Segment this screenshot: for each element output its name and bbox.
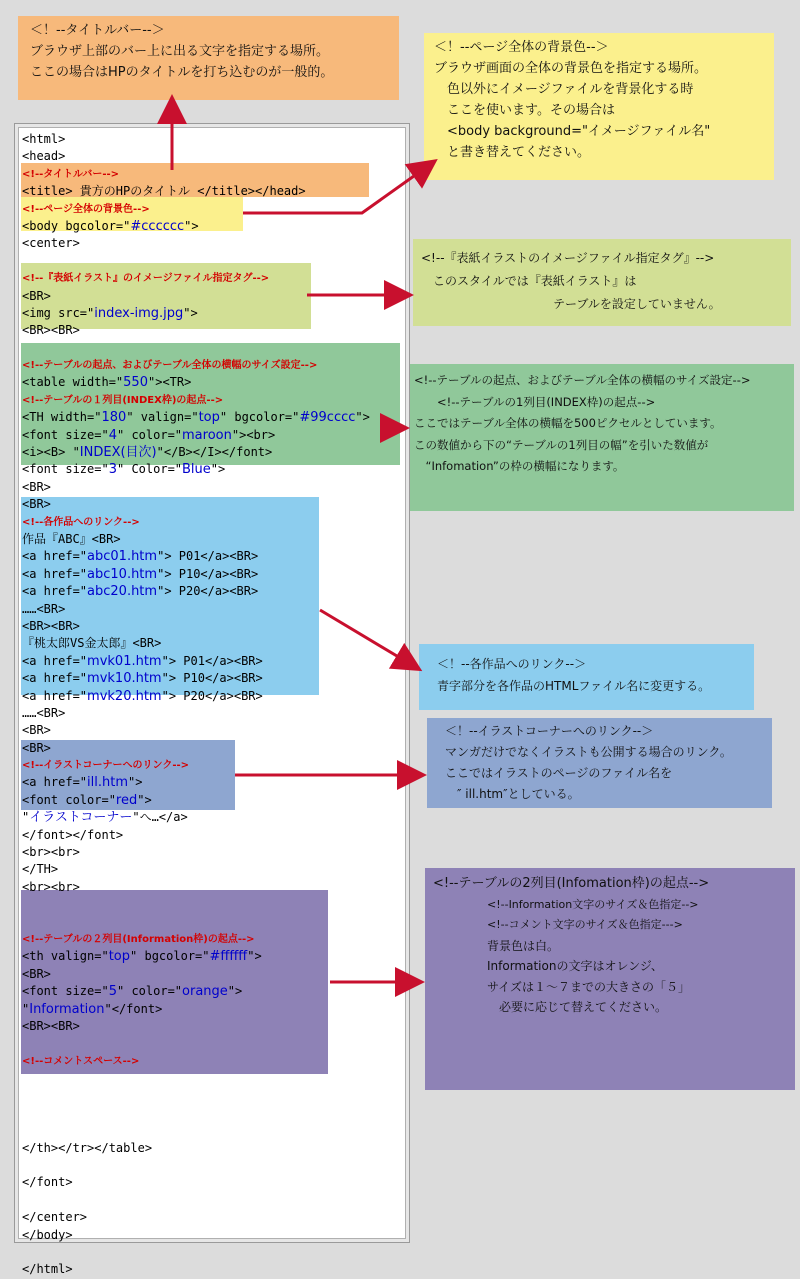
code-line: <br><br> xyxy=(22,845,80,860)
code-line: ……<BR> xyxy=(22,601,66,616)
code-line: <a href="abc20.htm"> P20</a><BR> xyxy=(22,584,259,600)
note-background-line: と書き替えてください。 xyxy=(434,145,591,160)
note-info-line: <!--テーブルの2列目(Infomation枠)の起点--> xyxy=(433,876,710,891)
note-links-line: ＜！--各作品へのリンク--＞ xyxy=(437,657,587,671)
note-table-line: この数値から下の“テーブルの1列目の幅”を引いた数値が xyxy=(414,437,709,452)
note-background-line: <body background="イメージファイル名" xyxy=(434,124,711,139)
note-cover-line: テーブルを設定していません。 xyxy=(421,297,721,311)
note-info-line: Informationの文字はオレンジ、 xyxy=(487,959,663,973)
note-info-line: 背景色は白。 xyxy=(487,938,560,953)
code-line: <font size="3" Color="Blue"> xyxy=(22,462,226,478)
code-line: <BR> xyxy=(22,966,51,981)
code-line: <table width="550"><TR> xyxy=(22,375,192,391)
note-background-line: ブラウザ画面の全体の背景色を指定する場所。 xyxy=(434,61,708,76)
note-info-line: 必要に応じて替えてください。 xyxy=(487,1000,668,1014)
note-table-line: “Infomation”の枠の横幅になります。 xyxy=(414,459,625,473)
code-line: <!--テーブルの２列目(Information枠)の起点--> xyxy=(22,933,255,945)
note-table-line: <!--テーブルの起点、およびテーブル全体の横幅のサイズ設定--> xyxy=(414,373,751,387)
arrow-background xyxy=(243,166,428,213)
code-line: <font size="5" color="orange"> xyxy=(22,984,243,1000)
code-line: </center> xyxy=(22,1210,88,1225)
code-line: <BR> xyxy=(22,740,51,755)
code-line: <br><br> xyxy=(22,879,80,894)
code-line: 『桃太郎VS金太郎』<BR> xyxy=(22,636,162,651)
note-illust-line: ″ ill.htm″としている。 xyxy=(445,787,580,801)
note-info-line: <!--コメント文字のサイズ＆色指定---> xyxy=(487,918,683,931)
note-background-line: ここを使います。その場合は xyxy=(434,103,615,118)
code-line: </th></tr></table> xyxy=(22,1140,153,1155)
note-title-bar-line: ＜！--タイトルバー--＞ xyxy=(30,23,165,38)
note-title-bar-line: ここの場合はHPのタイトルを打ち込むのが一般的。 xyxy=(30,65,334,80)
note-illust-line: マンガだけでなくイラストも公開する場合のリンク。 xyxy=(445,745,732,759)
code-line: </font> xyxy=(22,1175,73,1190)
note-background-line: 色以外にイメージファイルを背景化する時 xyxy=(434,82,694,97)
code-line: <!--ページ全体の背景色--> xyxy=(22,203,150,215)
code-line: <!--『表紙イラスト』のイメージファイル指定タグ--> xyxy=(22,273,270,285)
code-line: <title> 貴方のHPのタイトル </title></head> xyxy=(22,184,306,199)
code-line: <BR><BR> xyxy=(22,323,80,338)
code-line: <BR> xyxy=(22,497,51,512)
code-line: <font size="4" color="maroon"><br> xyxy=(22,427,276,443)
code-line: "イラストコーナー"へ…</a> xyxy=(22,810,188,826)
code-line: <head> xyxy=(22,149,66,164)
code-line: <BR> xyxy=(22,479,51,494)
code-line: <!--タイトルバー--> xyxy=(22,168,120,180)
code-line: <!--テーブルの起点、およびテーブル全体の横幅のサイズ設定--> xyxy=(22,360,318,372)
code-line: <a href="abc01.htm"> P01</a><BR> xyxy=(22,549,259,565)
code-line: <html> xyxy=(22,132,66,146)
code-line: <!--テーブルの１列目(INDEX枠)の起点--> xyxy=(22,394,224,406)
note-table-line: <!--テーブルの1列目(INDEX枠)の起点--> xyxy=(414,394,656,409)
code-line: <!--コメントスペース--> xyxy=(22,1055,140,1067)
code-line: <a href="mvk01.htm"> P01</a><BR> xyxy=(22,653,263,669)
code-line: <BR><BR> xyxy=(22,618,80,633)
code-line: </font></font> xyxy=(22,827,124,842)
note-info-line: サイズは１～７までの大きさの「５」 xyxy=(487,979,691,994)
code-line: <a href="ill.htm"> xyxy=(22,775,143,791)
note-cover-line: このスタイルでは『表紙イラスト』は xyxy=(421,274,637,288)
code-line: <center> xyxy=(22,236,80,251)
code-line: "Information"</font> xyxy=(22,1001,163,1017)
code-line: <!--イラストコーナーへのリンク--> xyxy=(22,760,190,772)
code-line: <BR> xyxy=(22,723,51,738)
code-line: </body> xyxy=(22,1227,73,1242)
note-table-line: ここではテーブル全体の横幅を500ピクセルとしています。 xyxy=(414,416,722,430)
code-line: <a href="abc10.htm"> P10</a><BR> xyxy=(22,566,259,582)
code-line: </TH> xyxy=(22,862,59,877)
code-line: <i><B> "INDEX(目次)"</B></I></font> xyxy=(22,445,273,461)
code-line: <a href="mvk10.htm"> P10</a><BR> xyxy=(22,671,263,687)
code-line: <font color="red"> xyxy=(22,792,152,808)
code-line: <BR> xyxy=(22,288,51,303)
note-title-bar-line: ブラウザ上部のバー上に出る文字を指定する場所。 xyxy=(30,44,330,59)
code-line: ……<BR> xyxy=(22,705,66,720)
note-background-line: ＜！--ページ全体の背景色--＞ xyxy=(434,40,609,55)
note-links-line: 青字部分を各作品のHTMLファイル名に変更する。 xyxy=(437,679,711,693)
code-line: <a href="mvk20.htm"> P20</a><BR> xyxy=(22,688,263,704)
code-line: <th valign="top" bgcolor="#ffffff"> xyxy=(22,949,262,965)
code-line: 作品『ABC』<BR> xyxy=(22,531,121,546)
code-line: <BR><BR> xyxy=(22,1018,80,1033)
code-line: <body bgcolor="#cccccc"> xyxy=(22,218,199,234)
note-info-line: <!--Information文字のサイズ＆色指定--> xyxy=(487,897,699,911)
code-line: <TH width="180" valign="top" bgcolor="#99cccc"> xyxy=(22,410,370,426)
note-illust-line: ＜！--イラストコーナーへのリンク--＞ xyxy=(445,724,654,738)
code-line: <img src="index-img.jpg"> xyxy=(22,305,198,321)
arrow-links xyxy=(320,610,412,665)
note-cover-line: <!--『表紙イラストのイメージファイル指定タグ』--> xyxy=(421,251,715,265)
code-line: <!--各作品へのリンク--> xyxy=(22,516,140,528)
code-line: </html> xyxy=(22,1262,73,1277)
note-illust-line: ここではイラストのページのファイル名を xyxy=(445,766,673,780)
